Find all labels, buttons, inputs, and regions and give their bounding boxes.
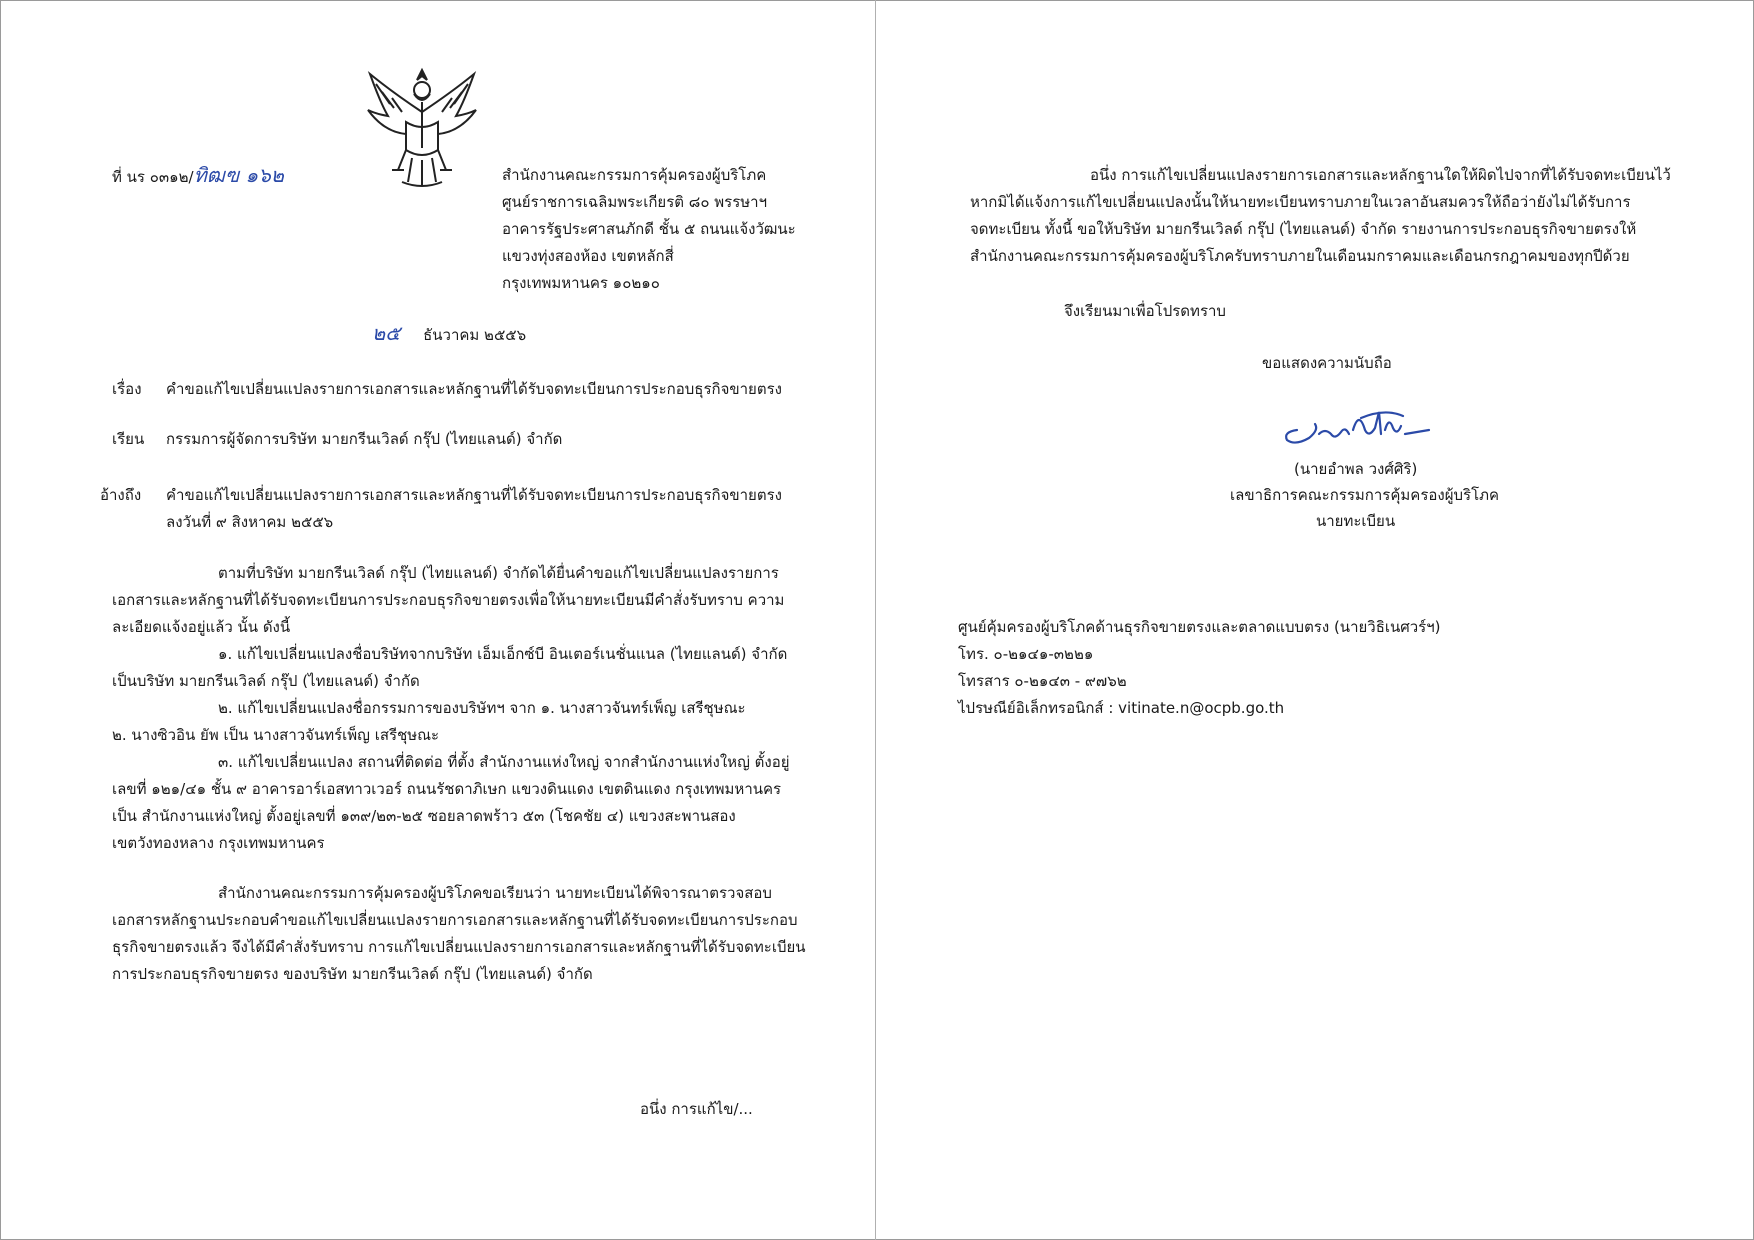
address-line: กรุงเทพมหานคร ๑๐๒๑๐	[502, 274, 660, 292]
body-line: เลขที่ ๑๒๑/๔๑ ชั้น ๙ อาคารอาร์เอสทาวเวอร์ ถนนรัชดาภิเษก แขวงดินแดง เขตดินแดง กรุงเทพมหานคร	[112, 780, 782, 798]
page2-line: จดทะเบียน ทั้งนี้ ขอให้บริษัท มายกรีนเวิลด์ กรุ๊ป (ไทยแลนด์) จำกัด รายงานการประกอบธุรกิจขายตรงให้	[970, 220, 1637, 238]
body-line: เป็นบริษัท มายกรีนเวิลด์ กรุ๊ป (ไทยแลนด์) จำกัด	[112, 672, 420, 690]
page-continuation: อนึ่ง การแก้ไข/...	[640, 1100, 753, 1118]
closing-request: จึงเรียนมาเพื่อโปรดทราบ	[1064, 302, 1226, 320]
body-paragraph-2	[112, 880, 806, 988]
to-text: กรรมการผู้จัดการบริษัท มายกรีนเวิลด์ กรุ๊ป (ไทยแลนด์) จำกัด	[166, 430, 563, 448]
contact-unit: ศูนย์คุ้มครองผู้บริโภคด้านธุรกิจขายตรงและตลาดแบบตรง (นายวิธิเนศวร์ฯ)	[958, 618, 1441, 636]
body-line: สำนักงานคณะกรรมการคุ้มครองผู้บริโภคขอเรียนว่า นายทะเบียนได้พิจารณาตรวจสอบ	[218, 884, 772, 902]
page2-line: อนึ่ง การแก้ไขเปลี่ยนแปลงรายการเอกสารและหลักฐานใดให้ผิดไปจากที่ได้รับจดทะเบียนไว้	[1090, 166, 1671, 184]
to-label: เรียน	[112, 430, 145, 448]
address-line: อาคารรัฐประศาสนภักดี ชั้น ๕ ถนนแจ้งวัฒนะ	[502, 220, 796, 238]
address-line: แขวงทุ่งสองห้อง เขตหลักสี่	[502, 247, 674, 265]
body-line: ตามที่บริษัท มายกรีนเวิลด์ กรุ๊ป (ไทยแลนด์) จำกัดได้ยื่นคำขอแก้ไขเปลี่ยนแปลงรายการ	[218, 564, 779, 582]
body-line: ๓. แก้ไขเปลี่ยนแปลง สถานที่ติดต่อ ที่ตั้ง สำนักงานแห่งใหญ่ จากสำนักงานแห่งใหญ่ ตั้งอยู่	[218, 753, 790, 771]
letter-page-1	[0, 0, 875, 1240]
body-line: ธุรกิจขายตรงแล้ว จึงได้มีคำสั่งรับทราบ การแก้ไขเปลี่ยนแปลงรายการเอกสารและหลักฐานที่ได้รับจดทะเบียน	[112, 938, 806, 956]
contact-block	[958, 614, 1441, 722]
office-address	[502, 162, 796, 297]
body-line: การประกอบธุรกิจขายตรง ของบริษัท มายกรีนเวิลด์ กรุ๊ป (ไทยแลนด์) จำกัด	[112, 965, 593, 983]
body-paragraph-1	[112, 560, 790, 857]
signer-name: (นายอำพล วงศ์ศิริ)	[1294, 460, 1418, 478]
subject-text: คำขอแก้ไขเปลี่ยนแปลงรายการเอกสารและหลักฐานที่ได้รับจดทะเบียนการประกอบธุรกิจขายตรง	[166, 380, 782, 398]
ref-text	[166, 482, 782, 536]
contact-phone: โทร. ๐-๒๑๔๑-๓๒๒๑	[958, 645, 1094, 663]
address-line: สำนักงานคณะกรรมการคุ้มครองผู้บริโภค	[502, 166, 767, 184]
date-month-year: ธันวาคม ๒๕๕๖	[423, 326, 527, 344]
body-line: ๒. นางซิวอิน ยัพ เป็น นางสาวจันทร์เพ็ญ เสรีชุษณะ	[112, 726, 440, 744]
body-line: เป็น สำนักงานแห่งใหญ่ ตั้งอยู่เลขที่ ๑๓๙/๒๓-๒๕ ซอยลาดพร้าว ๕๓ (โชคชัย ๔) แขวงสะพานสอง	[112, 807, 736, 825]
contact-fax: โทรสาร ๐-๒๑๔๓ - ๙๗๖๒	[958, 672, 1127, 690]
signer-role: นายทะเบียน	[1316, 512, 1396, 530]
signature-mark	[1275, 400, 1435, 450]
closing-salutation: ขอแสดงความนับถือ	[1262, 354, 1392, 372]
body-line: เอกสารหลักฐานประกอบคำขอแก้ไขเปลี่ยนแปลงรายการเอกสารและหลักฐานที่ได้รับจดทะเบียนการประกอบ	[112, 911, 798, 929]
doc-number	[112, 162, 284, 191]
body-line: ละเอียดแจ้งอยู่แล้ว นั้น ดังนี้	[112, 618, 291, 636]
address-line: ศูนย์ราชการเฉลิมพระเกียรติ ๘๐ พรรษาฯ	[502, 193, 768, 211]
page2-paragraph	[970, 162, 1671, 270]
subject-label: เรื่อง	[112, 380, 142, 398]
date-day-handwritten: ๒๕	[372, 321, 401, 345]
body-line: ๑. แก้ไขเปลี่ยนแปลงชื่อบริษัทจากบริษัท เอ็มเอ็กซ์บี อินเตอร์เนชั่นแนล (ไทยแลนด์) จำกัด	[218, 645, 788, 663]
body-line: เขตวังทองหลาง กรุงเทพมหานคร	[112, 834, 325, 852]
doc-number-handwritten: ทิฒฃ ๑๖๒	[193, 163, 284, 187]
ref-line: คำขอแก้ไขเปลี่ยนแปลงรายการเอกสารและหลักฐานที่ได้รับจดทะเบียนการประกอบธุรกิจขายตรง	[166, 486, 782, 504]
contact-email: ไปรษณีย์อิเล็กทรอนิกส์ : vitinate.n@ocpb.go.th	[958, 699, 1285, 717]
page2-line: หากมิได้แจ้งการแก้ไขเปลี่ยนแปลงนั้นให้นายทะเบียนทราบภายในเวลาอันสมควรให้ถือว่ายังไม่ได้รับการ	[970, 193, 1631, 211]
garuda-emblem-icon	[362, 62, 482, 190]
body-line: ๒. แก้ไขเปลี่ยนแปลงชื่อกรรมการของบริษัทฯ จาก ๑. นางสาวจันทร์เพ็ญ เสรีชุษณะ	[218, 699, 746, 717]
ref-label: อ้างถึง	[100, 486, 142, 504]
page2-line: สำนักงานคณะกรรมการคุ้มครองผู้บริโภครับทราบภายในเดือนมกราคมและเดือนกรกฎาคมของทุกปีด้วย	[970, 247, 1630, 265]
body-line: เอกสารและหลักฐานที่ได้รับจดทะเบียนการประกอบธุรกิจขายตรงเพื่อให้นายทะเบียนมีคำสั่งรับทราบ ความ	[112, 591, 785, 609]
signer-title: เลขาธิการคณะกรรมการคุ้มครองผู้บริโภค	[1230, 486, 1500, 504]
letter-date	[372, 320, 526, 349]
doc-number-prefix: ที่ นร ๐๓๑๒/	[112, 168, 194, 186]
ref-line: ลงวันที่ ๙ สิงหาคม ๒๕๕๖	[166, 513, 334, 531]
